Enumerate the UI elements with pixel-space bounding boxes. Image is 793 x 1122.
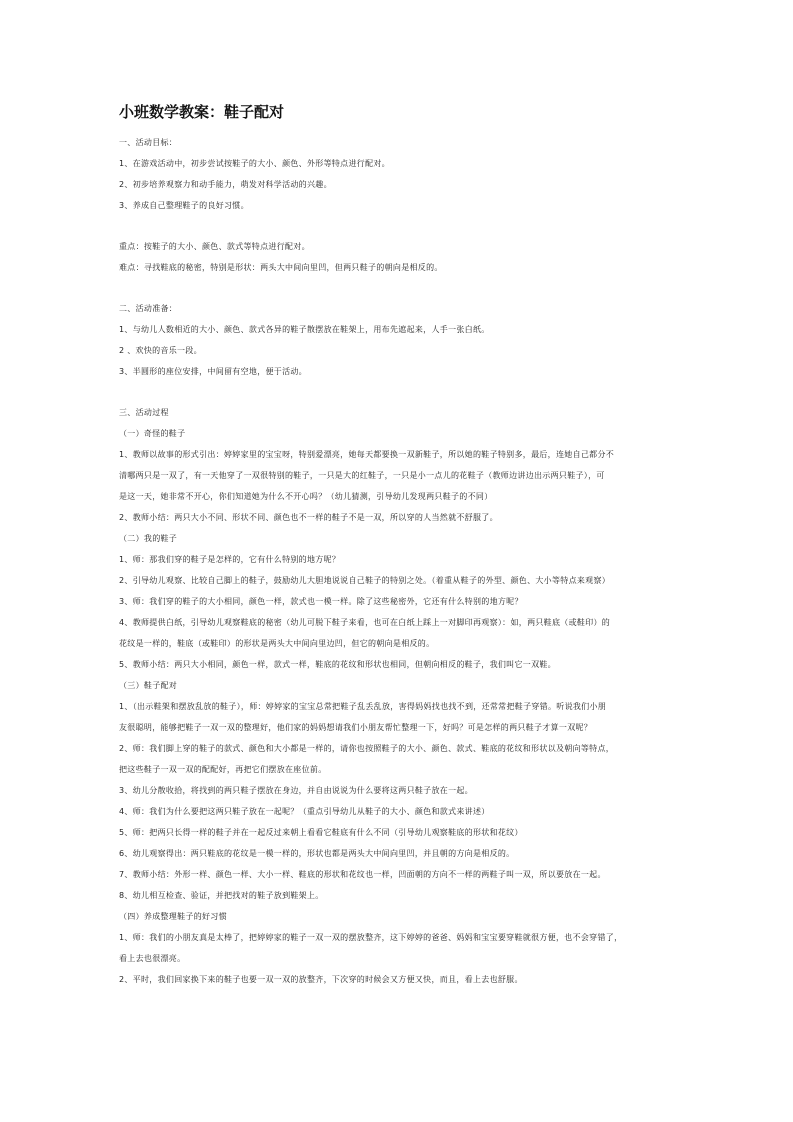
paragraph-gap — [119, 278, 679, 298]
text-line: 1、师：我们的小朋友真是太棒了，把婷婷家的鞋子一双一双的摆放整齐，这下婷婷的爸爸、妈妈和宝宝要穿鞋就很方便，也不会穿错了， — [119, 933, 623, 942]
text-line: 难点：寻找鞋底的秘密，特别是形状：两头大中间向里凹，但两只鞋子的朝向是相反的。 — [119, 263, 443, 272]
text-line: 友很聪明，能够把鞋子一双一双的整理好，他们家的妈妈想请我们小朋友帮忙整理一下，好吗？可是怎样的两只鞋子才算一双呢？ — [119, 723, 593, 732]
text-line: 2、师：我们脚上穿的鞋子的款式、颜色和大小都是一样的，请你也按照鞋子的大小、颜色、款式、鞋底的花纹和形状以及朝向等特点， — [119, 744, 615, 753]
paragraph-gap — [119, 382, 679, 402]
text-line: 4、师：我们为什么要把这两只鞋子放在一起呢？（重点引导幼儿从鞋子的大小、颜色和款式来讲述） — [119, 807, 490, 816]
text-line: 2、平时，我们回家换下来的鞋子也要一双一双的放整齐，下次穿的时候会又方便又快，而且，看上去也舒服。 — [119, 975, 523, 984]
text-line: 重点：按鞋子的大小、颜色、款式等特点进行配对。 — [119, 242, 310, 251]
text-line: 花纹是一样的，鞋底（或鞋印）的形状是两头大中间向里边凹，但它的朝向是相反的。 — [119, 639, 435, 648]
text-line: 把这些鞋子一双一双的配配好，再把它们摆放在座位前。 — [119, 765, 327, 774]
text-line: 8、幼儿相互检查、验证，并把找对的鞋子放到鞋架上。 — [119, 891, 324, 900]
page-title: 小班数学教案：鞋子配对 — [119, 103, 285, 121]
text-line: 1、与幼儿人数相近的大小、颜色、款式各异的鞋子散摆放在鞋架上，用布先遮起来，人手一张白纸。 — [119, 325, 490, 334]
text-line: 7、教师小结：外形一样、颜色一样、大小一样、鞋底的形状和花纹也一样，凹面朝的方向不一样的两鞋子叫一双，所以要放在一起。 — [119, 870, 606, 879]
text-line: 1、师：那我们穿的鞋子是怎样的，它有什么特别的地方呢？ — [119, 555, 341, 564]
text-line: 3、幼儿分散收拾，将找到的两只鞋子摆放在身边，并自由说说为什么要将这两只鞋子放在一起。 — [119, 786, 473, 795]
text-line: 3、养成自己整理鞋子的良好习惯。 — [119, 201, 249, 210]
text-line: 2 、欢快的音乐一段。 — [119, 346, 202, 355]
text-line: 2、教师小结：两只大小不同、形状不同、颜色也不一样的鞋子不是一双，所以穿的人当然就不舒服了。 — [119, 513, 498, 522]
text-line: 3、半圆形的座位安排，中间留有空地，便于活动。 — [119, 367, 307, 376]
text-line: （一）奇怪的鞋子 — [119, 429, 186, 438]
text-line: 1、教师以故事的形式引出：婷婷家里的宝宝呀，特别爱漂亮，她每天都要换一双新鞋子，所以她的鞋子特别多，最后，连她自己都分不 — [119, 450, 615, 459]
text-line: 看上去也很漂亮。 — [119, 954, 186, 963]
text-line: 2、引导幼儿观察、比较自己脚上的鞋子，鼓励幼儿大胆地说说自己鞋子的特别之处。（着重从鞋子的外型、颜色、大小等特点来观察） — [119, 576, 611, 585]
paragraph-gap — [119, 216, 679, 236]
document-body — [119, 132, 679, 990]
text-line: 5、师：把两只长得一样的鞋子并在一起反过来朝上看看它鞋底有什么不同（引导幼儿观察鞋底的形状和花纹） — [119, 828, 523, 837]
text-line: 6、幼儿观察得出：两只鞋底的花纹是一模一样的，形状也都是两头大中间向里凹，并且朝的方向是相反的。 — [119, 849, 515, 858]
text-line: 3、师：我们穿的鞋子的大小相同，颜色一样，款式也一模一样。除了这些秘密外，它还有什么特别的地方呢？ — [119, 597, 523, 606]
document-content — [119, 102, 679, 990]
text-line: 4、教师提供白纸，引导幼儿观察鞋底的秘密（幼儿可脱下鞋子来看，也可在白纸上踩上一对脚印再观察）：如，两只鞋底（或鞋印）的 — [119, 618, 611, 627]
text-line: 5、教师小结：两只大小相同，颜色一样，款式一样，鞋底的花纹和形状也相同，但朝向相反的鞋子，我们叫它一双鞋。 — [119, 660, 556, 669]
text-line: （二）我的鞋子 — [119, 534, 178, 543]
text-line: 是这一天，她非常不开心，你们知道她为什么不开心吗？（幼儿猜测，引导幼儿发现两只鞋子的不同） — [119, 492, 493, 501]
text-line: 1、（出示鞋架和摆放乱放的鞋子），师：婷婷家的宝宝总常把鞋子乱丢乱放，害得妈妈找也找不到，还常常把鞋子穿错。听说我们小朋 — [119, 702, 607, 711]
text-line: 二、活动准备： — [119, 304, 178, 313]
text-line: 清哪两只是一双了，有一天他穿了一双很特别的鞋子，一只是大的红鞋子，一只是小一点儿的花鞋子（教师边讲边出示两只鞋子），可 — [119, 471, 605, 480]
text-line: （三）鞋子配对 — [119, 681, 178, 690]
text-line: 一、活动目标： — [119, 138, 178, 147]
text-line: 2、初步培养观察力和动手能力，萌发对科学活动的兴趣。 — [119, 180, 332, 189]
text-line: 三、活动过程 — [119, 408, 169, 417]
text-line: （四）养成整理鞋子的好习惯 — [119, 912, 227, 921]
text-line: 1、在游戏活动中，初步尝试按鞋子的大小、颜色、外形等特点进行配对。 — [119, 159, 390, 168]
